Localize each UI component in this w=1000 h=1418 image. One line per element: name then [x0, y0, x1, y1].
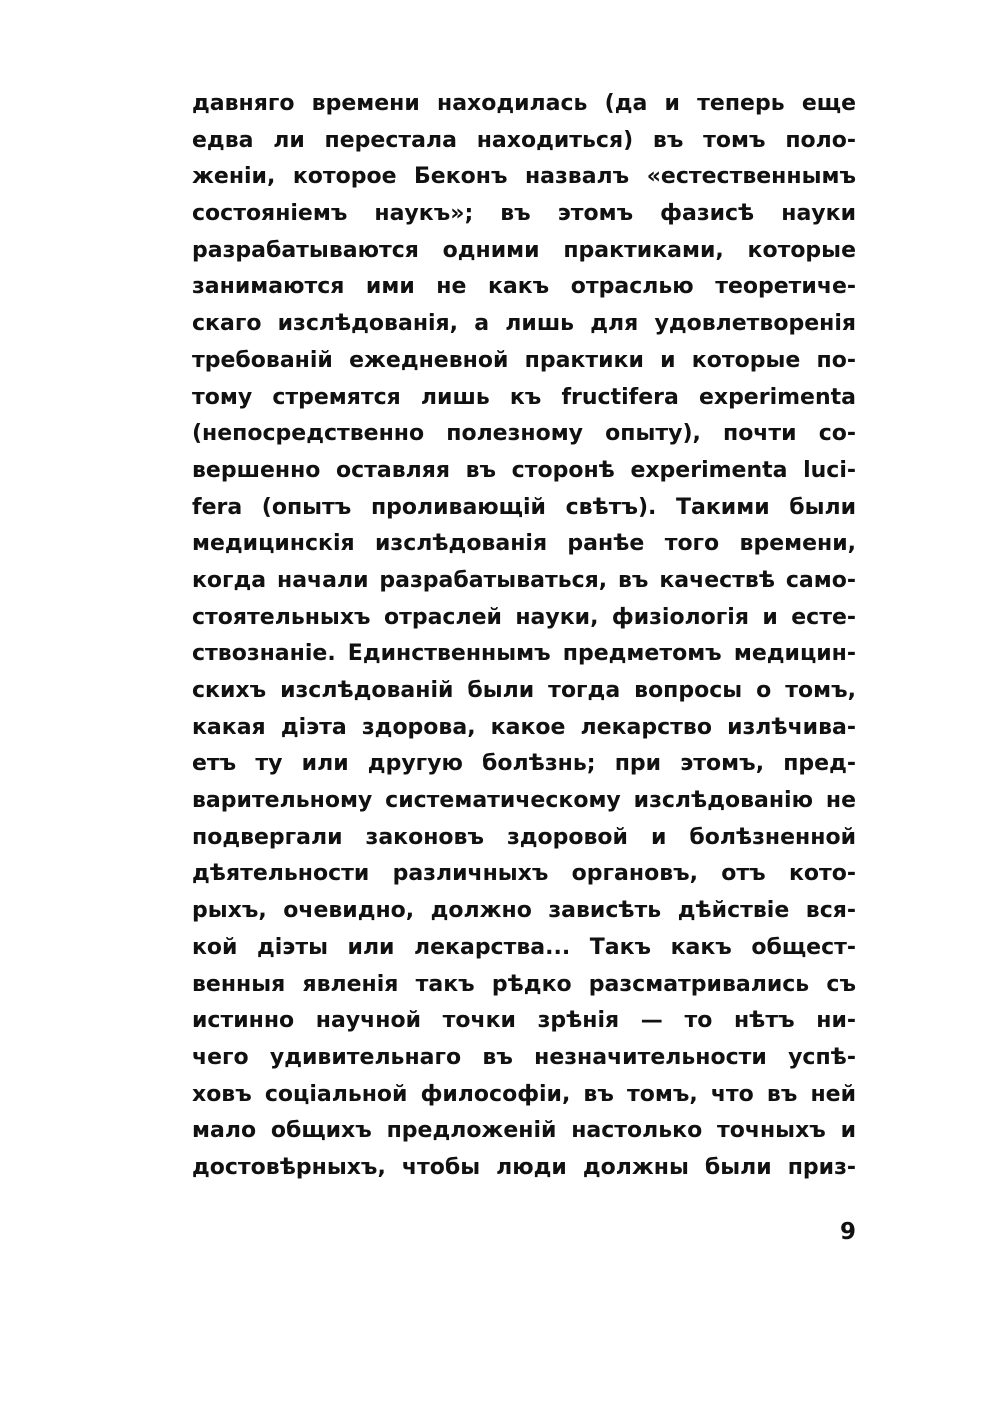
text-line-11: вершенно оставляя въ сторонѣ experimenta luci-	[192, 457, 856, 483]
page-number: 9	[839, 1219, 856, 1245]
text-line-7: скаго изслѣдованія, а лишь для удовлетворенія	[192, 311, 856, 337]
text-line-3: женіи, которое Беконъ назвалъ «естественнымъ	[192, 164, 856, 190]
text-line-29: мало общихъ предложеній настолько точныхъ и	[192, 1118, 856, 1144]
text-line-28: ховъ соціальной философіи, въ томъ, что въ ней	[192, 1081, 856, 1107]
text-line-2: едва ли перестала находиться) въ томъ поло-	[192, 127, 856, 153]
text-line-24: кой діэты или лекарства... Такъ какъ общест-	[192, 934, 856, 960]
text-line-30: достовѣрныхъ, чтобы люди должны были приз-	[192, 1154, 856, 1180]
text-line-6: занимаются ими не какъ отраслью теоретиче-	[192, 274, 856, 300]
text-line-14: когда начали разрабатываться, въ качествѣ само-	[192, 567, 856, 593]
text-line-19: етъ ту или другую болѣзнь; при этомъ, пред-	[192, 751, 856, 777]
text-line-25: венныя явленія такъ рѣдко разсматривались съ	[192, 971, 856, 997]
text-line-20: варительному систематическому изслѣдованію не	[192, 788, 856, 814]
text-line-18: какая діэта здорова, какое лекарство излѣчива-	[192, 714, 856, 740]
text-line-16: ствознаніе. Единственнымъ предметомъ медицин-	[192, 641, 856, 667]
text-line-13: медицинскія изслѣдованія ранѣе того времени,	[192, 531, 856, 557]
text-line-9: тому стремятся лишь къ fructifera experimenta	[192, 384, 856, 410]
text-line-8: требованій ежедневной практики и которые по-	[192, 347, 856, 373]
text-line-1: давняго времени находилась (да и теперь еще	[192, 91, 856, 116]
text-line-21: подвергали законовъ здоровой и болѣзненной	[192, 824, 856, 850]
text-line-23: рыхъ, очевидно, должно зависѣть дѣйствіе вся-	[192, 898, 856, 924]
text-line-15: стоятельныхъ отраслей науки, физіологія и есте-	[192, 604, 856, 630]
text-line-17: скихъ изслѣдованій были тогда вопросы о томъ,	[192, 678, 856, 703]
body-text	[192, 86, 856, 1187]
text-line-26: истинно научной точки зрѣнія — то нѣтъ ни-	[192, 1008, 856, 1034]
text-line-10: (непосредственно полезному опыту), почти со-	[192, 421, 856, 447]
text-line-22: дѣятельности различныхъ органовъ, отъ кото-	[192, 861, 856, 887]
text-line-27: чего удивительнаго въ незначительности успѣ-	[192, 1044, 856, 1070]
text-line-4: состояніемъ наукъ»; въ этомъ фазисѣ науки	[192, 201, 856, 227]
text-line-5: разрабатываются одними практиками, которые	[192, 237, 856, 263]
text-line-12: fera (опытъ проливающій свѣтъ). Такими были	[192, 494, 856, 520]
